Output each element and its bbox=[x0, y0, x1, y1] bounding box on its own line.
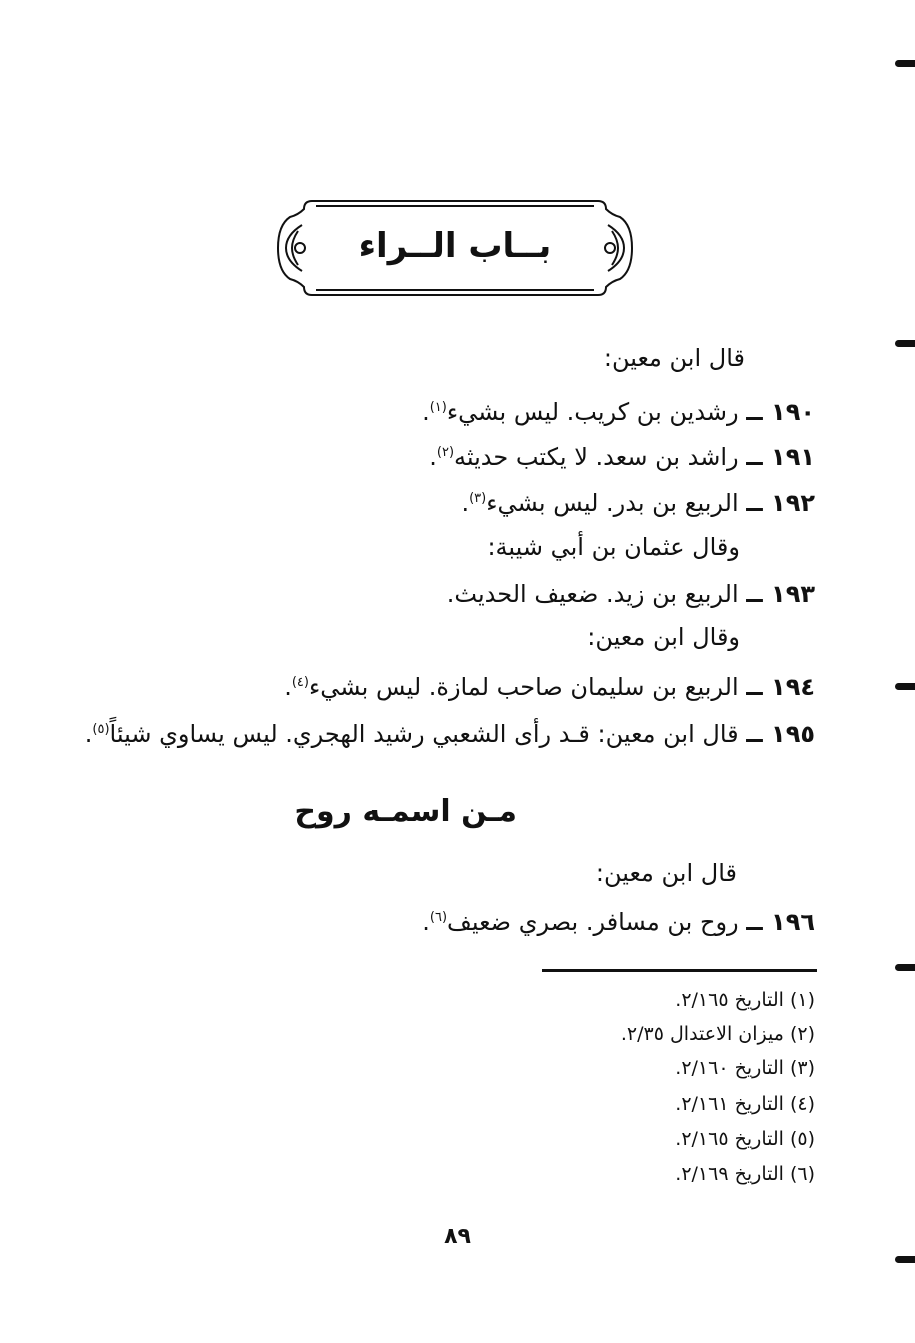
entry-line bbox=[284, 671, 815, 703]
footnote-ref[interactable]: (١) bbox=[429, 400, 447, 415]
page-number: ٨٩ bbox=[444, 1224, 471, 1249]
entry-text: روح بن مسافر. بصري ضعيف bbox=[447, 908, 739, 936]
edge-mark bbox=[895, 964, 915, 971]
footnote: (٦) التاريخ ٢/١٦٩. bbox=[675, 1163, 815, 1185]
intro-line: وقال ابن معين: bbox=[587, 623, 740, 651]
entry-text: قال ابن معين: قـد رأى الشعبي رشيد الهجري. ليس يساوي شيئاً bbox=[109, 720, 739, 748]
chapter-cartouche bbox=[272, 195, 638, 301]
entry-end: . bbox=[422, 908, 430, 936]
intro-line: قال ابن معين: bbox=[595, 859, 737, 887]
entry-end: . bbox=[429, 443, 437, 471]
entry-line bbox=[422, 906, 815, 938]
entry-line bbox=[447, 578, 815, 610]
entry-number: ١٩١ ــ bbox=[746, 443, 815, 471]
entry-text: الربيع بن زيد. ضعيف الحديث. bbox=[446, 580, 739, 608]
entry-line bbox=[429, 441, 815, 473]
entry-number: ١٩٠ ــ bbox=[746, 398, 815, 426]
entry-text: الربيع بن سليمان صاحب لمازة. ليس بشيء bbox=[308, 673, 739, 701]
footnote-ref[interactable]: (٥) bbox=[92, 722, 110, 737]
footnote: (٣) التاريخ ٢/١٦٠. bbox=[675, 1057, 815, 1079]
entry-text: راشد بن سعد. لا يكتب حديثه bbox=[454, 443, 739, 471]
intro-line: قال ابن معين: bbox=[603, 344, 745, 372]
entry-number: ١٩٥ ــ bbox=[746, 720, 815, 748]
entry-end: . bbox=[422, 398, 430, 426]
entry-number: ١٩٤ ــ bbox=[746, 673, 815, 701]
entry-number: ١٩٢ ــ bbox=[746, 489, 815, 517]
chapter-title: بــاب الــراء bbox=[358, 226, 552, 266]
footnote-ref[interactable]: (٢) bbox=[436, 445, 455, 460]
entry-line bbox=[85, 718, 815, 750]
entry-end: . bbox=[284, 673, 292, 701]
footnote-ref[interactable]: (٦) bbox=[429, 910, 448, 925]
footnote: (٤) التاريخ ٢/١٦١. bbox=[675, 1093, 815, 1115]
footnote-ref[interactable]: (٤) bbox=[291, 675, 309, 690]
entry-text: رشدين بن كريب. ليس بشيء bbox=[446, 398, 739, 426]
entry-end: . bbox=[461, 489, 470, 517]
footnote: (١) التاريخ ٢/١٦٥. bbox=[675, 989, 815, 1011]
intro-line: وقال عثمان بن أبي شيبة: bbox=[487, 533, 740, 561]
edge-mark bbox=[895, 683, 915, 690]
footnote: (٥) التاريخ ٢/١٦٥. bbox=[675, 1128, 815, 1150]
edge-mark bbox=[895, 1256, 915, 1263]
edge-mark bbox=[895, 60, 915, 67]
entry-line bbox=[461, 487, 815, 519]
footnote-ref[interactable]: (٣) bbox=[469, 491, 487, 506]
entry-number: ١٩٦ ــ bbox=[746, 908, 815, 936]
footnote: (٢) ميزان الاعتدال ٢/٣٥. bbox=[620, 1023, 815, 1045]
entry-text: الربيع بن بدر. ليس بشيء bbox=[486, 489, 739, 517]
entry-end: . bbox=[84, 720, 93, 748]
section-heading: مـن اسمـه روح bbox=[294, 794, 517, 829]
entry-line bbox=[422, 396, 815, 428]
entry-number: ١٩٣ ــ bbox=[746, 580, 815, 608]
footnote-divider bbox=[542, 969, 817, 972]
edge-mark bbox=[895, 340, 915, 347]
